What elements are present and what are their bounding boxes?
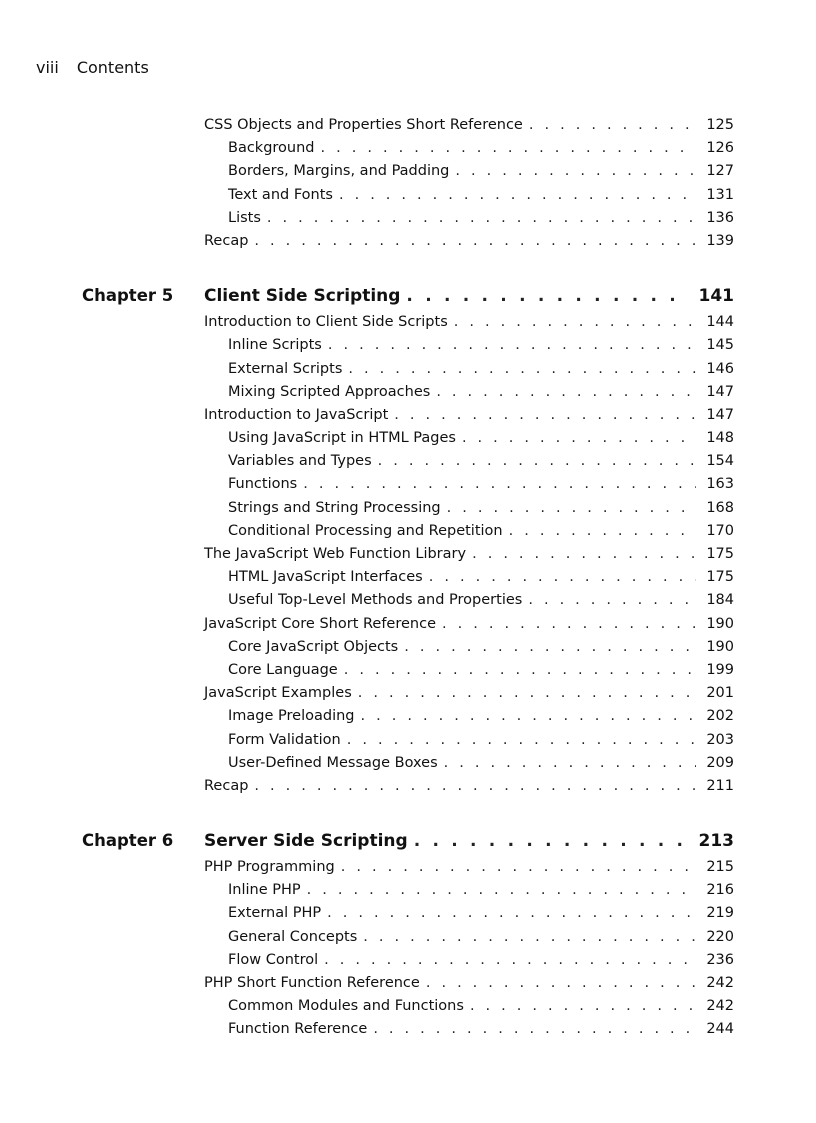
toc-entry[interactable] — [204, 114, 734, 137]
dot-leader — [358, 682, 697, 705]
toc-entry-page: 202 — [706, 708, 734, 725]
toc-entry[interactable] — [228, 137, 734, 160]
toc-entry-page: 144 — [706, 314, 734, 331]
dot-leader — [254, 230, 696, 253]
toc-entry[interactable] — [228, 450, 734, 473]
toc-entry[interactable] — [228, 659, 734, 682]
toc-entry[interactable] — [204, 613, 734, 636]
toc-entry[interactable] — [228, 589, 734, 612]
toc-entry[interactable] — [204, 682, 734, 705]
toc-entry-page: 154 — [706, 453, 734, 470]
dot-leader — [528, 589, 696, 612]
dot-leader — [324, 949, 696, 972]
toc-entry-title: Variables and Types — [228, 453, 372, 470]
toc-entry-title: Lists — [228, 209, 261, 226]
toc-entry-page: 242 — [706, 975, 734, 991]
toc-entry-page: 145 — [706, 337, 734, 354]
toc-entry-page: 147 — [706, 383, 734, 400]
toc-entry-title: Inline Scripts — [228, 337, 322, 354]
toc-entry-title: User-Defined Message Boxes — [228, 754, 438, 771]
toc-entry-title: PHP Programming — [204, 859, 335, 876]
toc-entry-page: 190 — [706, 615, 734, 632]
dot-leader — [462, 427, 696, 450]
toc-entry-title: CSS Objects and Properties Short Reference — [204, 117, 523, 133]
toc-entry[interactable] — [228, 334, 734, 357]
table-of-contents — [0, 114, 816, 1042]
toc-continued-section — [0, 114, 816, 253]
toc-entry-title: Using JavaScript in HTML Pages — [228, 430, 456, 447]
toc-entry-page: 148 — [706, 430, 734, 447]
dot-leader — [363, 926, 696, 949]
toc-entry-title: Inline PHP — [228, 882, 301, 899]
toc-entry-title: External PHP — [228, 905, 322, 922]
toc-entry[interactable] — [228, 949, 734, 972]
toc-entry-page: 215 — [706, 859, 734, 876]
toc-entry-title: Core Language — [228, 661, 338, 678]
page-header — [36, 58, 149, 77]
toc-entry-page: 136 — [706, 209, 734, 226]
toc-entry[interactable] — [228, 358, 734, 381]
dot-leader — [442, 613, 696, 636]
toc-entry-title: Form Validation — [228, 731, 341, 748]
chapter-section — [0, 826, 816, 1042]
toc-entry[interactable] — [228, 497, 734, 520]
toc-entry-page: 199 — [706, 661, 734, 678]
dot-leader — [373, 1018, 696, 1041]
chapter-heading-row[interactable] — [204, 281, 734, 311]
toc-entry-title: Conditional Processing and Repetition — [228, 522, 503, 539]
toc-entry-title: Image Preloading — [228, 708, 355, 725]
toc-entry[interactable] — [204, 543, 734, 566]
toc-entry-title: Flow Control — [228, 951, 319, 968]
toc-entry-title: Strings and String Processing — [228, 499, 441, 516]
toc-entry-title: Recap — [204, 777, 249, 794]
dot-leader — [470, 995, 696, 1018]
toc-entry-page: 209 — [706, 754, 734, 771]
dot-leader — [426, 972, 696, 995]
chapter-label: Chapter 5 — [82, 286, 174, 306]
toc-entry-page: 220 — [706, 928, 734, 945]
dot-leader — [361, 705, 697, 728]
chapter-label: Chapter 6 — [82, 831, 174, 851]
toc-entry-title: JavaScript Examples — [204, 685, 352, 702]
toc-entry-title: Recap — [204, 232, 249, 249]
dot-leader — [341, 856, 697, 879]
chapter-page-number: 141 — [698, 286, 734, 307]
toc-entry[interactable] — [204, 311, 734, 334]
toc-entry-page: 201 — [706, 685, 734, 702]
toc-entry-page: 163 — [706, 476, 734, 493]
toc-entry-page: 184 — [706, 592, 734, 609]
toc-entry-page: 126 — [706, 140, 734, 157]
toc-entry-title: JavaScript Core Short Reference — [204, 615, 436, 632]
toc-entry-title: Introduction to JavaScript — [204, 406, 389, 423]
chapter-heading-row[interactable] — [204, 826, 734, 856]
toc-entry[interactable] — [228, 705, 734, 728]
toc-entry-page: 203 — [706, 731, 734, 748]
toc-entry-page: 168 — [706, 499, 734, 516]
toc-entry-title: Mixing Scripted Approaches — [228, 383, 431, 400]
toc-entry[interactable] — [228, 566, 734, 589]
toc-entry-title: General Concepts — [228, 928, 358, 945]
toc-entry-title: Common Modules and Functions — [228, 998, 464, 1015]
toc-entry[interactable] — [228, 752, 734, 775]
dot-leader — [321, 137, 697, 160]
dot-leader — [378, 450, 697, 473]
toc-entry-page: 139 — [706, 232, 734, 249]
toc-entry[interactable] — [228, 995, 734, 1018]
toc-entry-title: PHP Short Function Reference — [204, 975, 420, 991]
dot-leader — [339, 184, 696, 207]
toc-entry-page: 242 — [706, 998, 734, 1015]
toc-entry-title: Function Reference — [228, 1021, 368, 1038]
toc-entry[interactable] — [228, 207, 734, 230]
dot-leader — [344, 659, 697, 682]
dot-leader — [436, 381, 696, 404]
toc-entry-page: 125 — [706, 117, 734, 133]
toc-entry-title: The JavaScript Web Function Library — [204, 546, 467, 562]
toc-entry-page: 175 — [706, 546, 734, 562]
toc-entry[interactable] — [228, 381, 734, 404]
dot-leader — [303, 473, 696, 496]
dot-leader — [328, 334, 696, 357]
toc-entry-title: Functions — [228, 476, 298, 493]
toc-entry-page: 175 — [706, 569, 734, 586]
toc-entry[interactable] — [204, 230, 734, 253]
toc-entry-title: External Scripts — [228, 360, 343, 377]
toc-entry[interactable] — [228, 184, 734, 207]
chapter-title: Client Side Scripting — [204, 286, 401, 307]
dot-leader — [444, 752, 697, 775]
chapter-spacer — [0, 798, 816, 826]
toc-entry-page: 244 — [706, 1021, 734, 1038]
toc-entry[interactable] — [204, 404, 734, 427]
dot-leader — [455, 160, 696, 183]
toc-entry[interactable] — [228, 729, 734, 752]
page-title: Contents — [76, 58, 149, 77]
dot-leader — [509, 520, 697, 543]
dot-leader — [472, 543, 696, 566]
toc-entry[interactable] — [204, 775, 734, 798]
toc-entry-page: 216 — [706, 882, 734, 899]
toc-entry-page: 131 — [706, 186, 734, 203]
toc-entry-title: Introduction to Client Side Scripts — [204, 314, 448, 331]
dot-leader — [529, 114, 696, 137]
toc-entry-page: 219 — [706, 905, 734, 922]
toc-entry-page: 147 — [706, 406, 734, 423]
dot-leader — [327, 902, 696, 925]
dot-leader — [447, 497, 697, 520]
dot-leader — [454, 311, 697, 334]
toc-entry[interactable] — [228, 636, 734, 659]
dot-leader — [254, 775, 696, 798]
dot-leader — [307, 879, 697, 902]
dot-leader — [394, 404, 696, 427]
toc-entry-page: 146 — [706, 360, 734, 377]
toc-entry-title: Background — [228, 140, 315, 157]
dot-leader — [267, 207, 696, 230]
chapter-section — [0, 281, 816, 798]
toc-entry-page: 170 — [706, 522, 734, 539]
toc-entry-title: Useful Top-Level Methods and Properties — [228, 592, 523, 609]
toc-entry-title: Borders, Margins, and Padding — [228, 163, 450, 180]
toc-entry-title: Text and Fonts — [228, 186, 333, 203]
chapter-page-number: 213 — [698, 831, 734, 852]
toc-entry[interactable] — [228, 520, 734, 543]
dot-leader — [429, 566, 697, 589]
dot-leader — [414, 826, 689, 856]
dot-leader — [347, 729, 697, 752]
toc-entry[interactable] — [228, 926, 734, 949]
toc-entry-page: 127 — [706, 163, 734, 180]
toc-entry-page: 190 — [706, 638, 734, 655]
toc-entry[interactable] — [204, 856, 734, 879]
toc-entry-title: HTML JavaScript Interfaces — [228, 569, 423, 586]
toc-entry-title: Core JavaScript Objects — [228, 638, 399, 655]
toc-entry[interactable] — [228, 902, 734, 925]
toc-entry[interactable] — [228, 160, 734, 183]
dot-leader — [406, 281, 688, 311]
dot-leader — [404, 636, 696, 659]
toc-entry[interactable] — [228, 427, 734, 450]
toc-entry[interactable] — [228, 473, 734, 496]
toc-entry-page: 236 — [706, 951, 734, 968]
chapter-spacer — [0, 253, 816, 281]
toc-entry-page: 211 — [706, 777, 734, 794]
dot-leader — [348, 358, 696, 381]
page-number: viii — [36, 58, 59, 77]
toc-entry[interactable] — [228, 879, 734, 902]
toc-entry[interactable] — [228, 1018, 734, 1041]
chapter-title: Server Side Scripting — [204, 831, 408, 852]
toc-entry[interactable] — [204, 972, 734, 995]
